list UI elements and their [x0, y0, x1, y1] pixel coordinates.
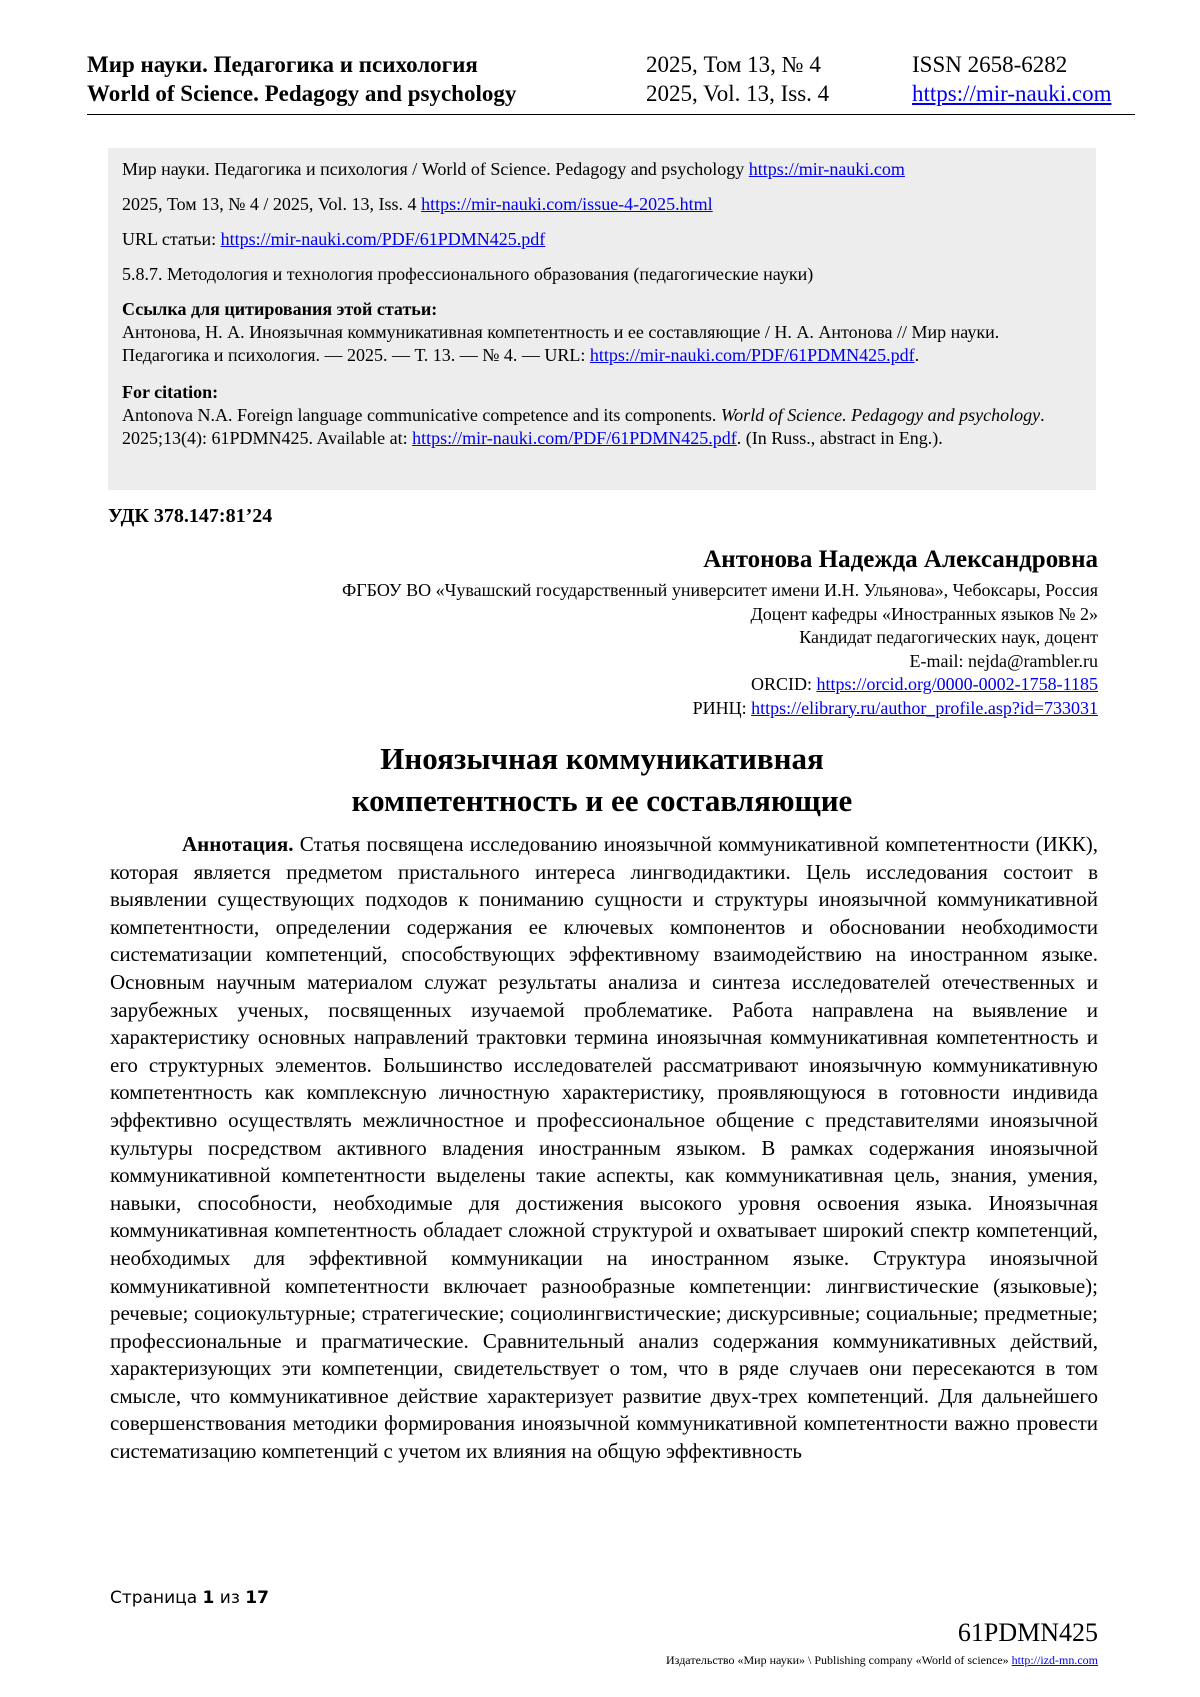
- article-title-line-2: компетентность и ее составляющие: [351, 783, 853, 818]
- citation-ru: [122, 298, 1082, 367]
- author-degree: Кандидат педагогических наук, доцент: [799, 627, 1098, 647]
- page-current: 1: [202, 1588, 215, 1608]
- issue-names: 2025, Том 13, № 4 / 2025, Vol. 13, Iss. 4: [122, 194, 422, 214]
- citation-ru-tail: .: [914, 345, 920, 365]
- citation-ru-heading: Ссылка для цитирования этой статьи:: [122, 299, 438, 319]
- article-title: [108, 738, 1096, 822]
- citation-line-issue: [122, 193, 1082, 216]
- article-url-label: URL статьи:: [122, 229, 221, 249]
- author-affiliation: ФГБОУ ВО «Чувашский государственный университет имени И.Н. Ульянова», Чебоксары, Россия: [342, 580, 1098, 600]
- udk-code: УДК 378.147:81’24: [108, 505, 273, 527]
- article-title-line-1: Иноязычная коммуникативная: [380, 741, 824, 776]
- citation-ru-link[interactable]: https://mir-nauki.com/PDF/61PDMN425.pdf: [589, 345, 915, 365]
- publisher-line: [666, 1653, 1098, 1668]
- citation-ru-body: [122, 321, 1082, 367]
- specialty-code: 5.8.7. Методология и технология профессионального образования (педагогические науки): [122, 264, 814, 284]
- author-position: Доцент кафедры «Иностранных языков № 2»: [750, 603, 1098, 624]
- rinc-label: РИНЦ:: [692, 697, 752, 718]
- orcid-link[interactable]: https://orcid.org/0000-0002-1758-1185: [816, 674, 1098, 694]
- issue-en: 2025, Vol. 13, Iss. 4: [646, 81, 830, 106]
- journal-names: Мир науки. Педагогика и психология / World of Science. Pedagogy and psychology: [122, 159, 749, 179]
- abstract-text: Статья посвящена исследованию иноязычной коммуникативной компетентности (ИКК), которая является предметом пристального интереса лингводидактики. Цель исследования состоит в выявлении существующих подходов к пониманию сущности и структуры иноязычной коммуникативной компетентности, определении содержания ее ключевых компонентов и обосновании необходимости систематизации компетенций, способствующих эффективному взаимодействию на иностранном языке. Основным научным материалом служат результаты анализа и синтеза исследователей отечественных и зарубежных ученых, посвященных изучаемой проблематике. Работа направлена на выявление и характеристику основных направлений трактовки термина иноязычная коммуникативная компетентность и его структурных элементов. Большинство исследователей рассматривают иноязычную коммуникативную компетентность как комплексную личностную характеристику, проявляющуюся в готовности индивида эффективно осуществлять межличностное и профессиональное общение с представителями иноязычной культуры посредством активного владения иностранным языком. В рамках содержания иноязычной коммуникативной компетентности выделены такие аспекты, как коммуникативная цель, знания, умения, навыки, способности, необходимые для достижения высокого уровня освоения языка. Иноязычная коммуникативная компетентность обладает сложной структурой и охватывает широкий спектр компетенций, необходимых для эффективной коммуникации на иностранном языке. Структура иноязычной коммуникативной компетентности включает разнообразные компетенции: лингвистические (языковые); речевые; социокультурные; стратегические; социолингвистические; дискурсивные; социальные; предметные; профессиональные и прагматические. Сравнительный анализ содержания коммуникативных действий, характеризующих эти компетенции, свидетельствует о том, что в ряде случаев они пересекаются в том смысле, что коммуникативное действие характеризует развитие двух-трех компетенций. Для дальнейшего совершенствования методики формирования иноязычной коммуникативной компетентности важно провести систематизацию компетенций с учетом их влияния на общую эффективность: [110, 832, 1098, 1464]
- author-name: Антонова Надежда Александровна: [703, 546, 1098, 573]
- journal-title-ru: Мир науки. Педагогика и психология: [87, 52, 478, 77]
- citation-line-journal: [122, 158, 1082, 181]
- publisher-text: Издательство «Мир науки» \ Publishing company «World of science»: [666, 1653, 1012, 1667]
- author-orcid: [342, 673, 1098, 697]
- journal-title: [87, 50, 516, 108]
- rinc-link[interactable]: https://elibrary.ru/author_profile.asp?id=733031: [751, 697, 1098, 718]
- journal-header: [87, 50, 1135, 115]
- citation-en-tail: . (In Russ., abstract in Eng.).: [736, 428, 943, 448]
- issn: ISSN 2658-6282: [912, 52, 1068, 77]
- citation-en-heading: For citation:: [122, 382, 219, 402]
- citation-en-text: Antonova N.A. Foreign language communicative competence and its components.: [122, 405, 721, 425]
- issue-info: [646, 50, 829, 108]
- citation-en-journal: World of Science. Pedagogy and psychology: [720, 405, 1041, 425]
- citation-line-url: [122, 228, 1082, 251]
- article-id: 61PDMN425: [957, 1618, 1098, 1647]
- citation-en: [122, 381, 1082, 450]
- citation-ru-text: Антонова, Н. А. Иноязычная коммуникативная компетентность и ее составляющие / Н. А. Антонова // Мир науки. Педагогика и психология. — 2025. — Т. 13. — № 4. — URL:: [122, 322, 1000, 365]
- abstract: [110, 831, 1098, 1466]
- author-rinc: [342, 697, 1098, 721]
- citation-box: [108, 148, 1096, 490]
- citation-en-text-2: . 2025;13(4): 61PDMN425. Available at:: [122, 405, 1045, 448]
- author-block: [342, 543, 1098, 720]
- journal-link[interactable]: https://mir-nauki.com: [748, 159, 905, 179]
- citation-en-link[interactable]: https://mir-nauki.com/PDF/61PDMN425.pdf: [412, 428, 737, 448]
- abstract-label: Аннотация.: [182, 832, 294, 856]
- site-link[interactable]: https://mir-nauki.com: [912, 81, 1112, 106]
- orcid-label: ORCID:: [751, 674, 817, 694]
- article-pdf-link[interactable]: https://mir-nauki.com/PDF/61PDMN425.pdf: [220, 229, 546, 249]
- page-number: [110, 1588, 269, 1608]
- page-total: 17: [245, 1588, 269, 1608]
- issue-ru: 2025, Том 13, № 4: [646, 52, 821, 77]
- citation-en-body: [122, 404, 1082, 450]
- issue-link[interactable]: https://mir-nauki.com/issue-4-2025.html: [421, 194, 713, 214]
- publisher-link[interactable]: http://izd-mn.com: [1011, 1653, 1098, 1667]
- author-email: E-mail: nejda@rambler.ru: [909, 650, 1098, 671]
- page-label: Страница: [110, 1588, 203, 1608]
- journal-title-en: World of Science. Pedagogy and psychology: [87, 81, 517, 106]
- page-of: из: [214, 1588, 246, 1608]
- issn-block: [912, 50, 1112, 108]
